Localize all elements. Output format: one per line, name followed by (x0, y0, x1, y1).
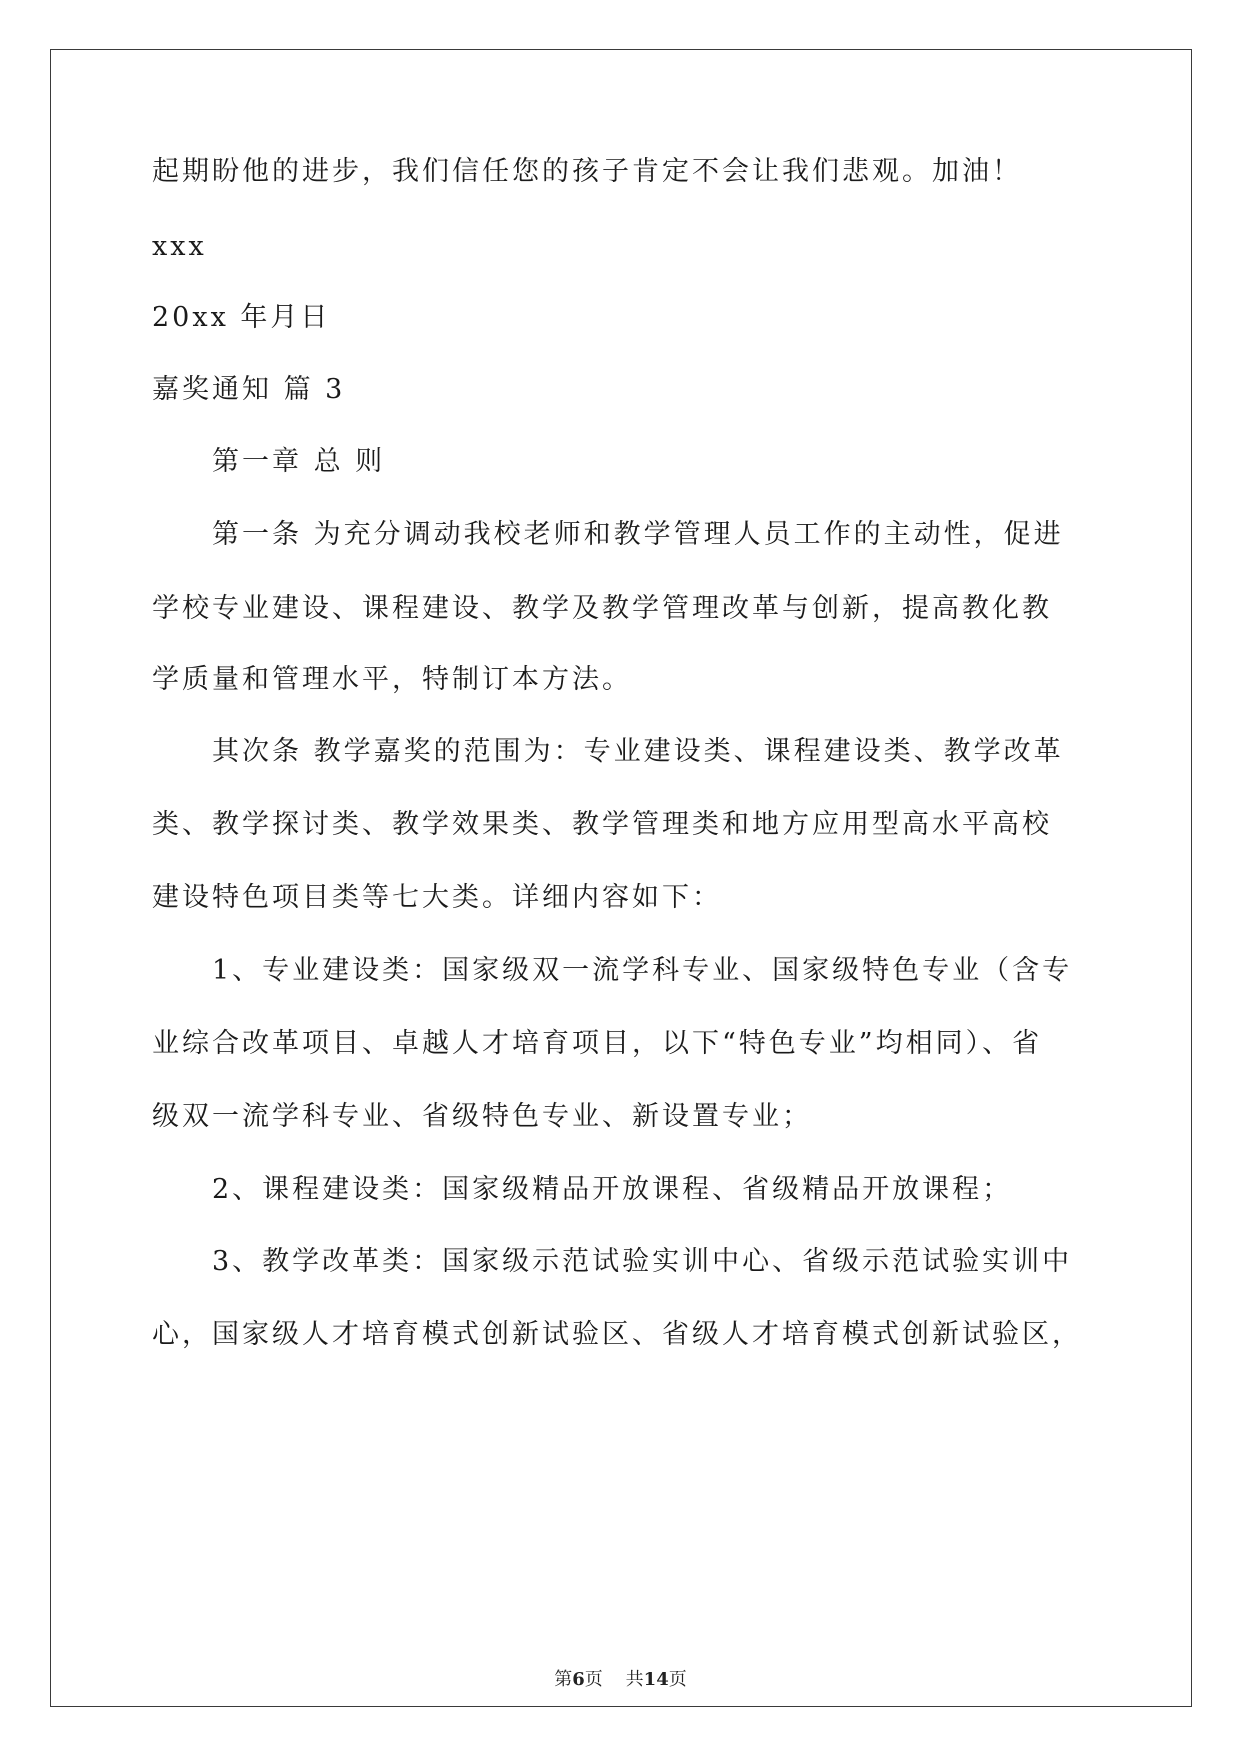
text-line-8: 学质量和管理水平，特制订本方法。 (152, 664, 632, 695)
text-line-16: 3、教学改革类：国家级示范试验实训中心、省级示范试验实训中 (212, 1246, 1073, 1277)
current-page-number: 6 (572, 1669, 585, 1690)
footer-middle: 页 共 (584, 1669, 644, 1690)
page-footer (0, 1668, 1241, 1692)
text-line-11: 建设特色项目类等七大类。详细内容如下： (152, 882, 722, 913)
section-heading: 嘉奖通知 篇 3 (152, 374, 346, 405)
text-line-1: 起期盼他的进步，我们信任您的孩子肯定不会让我们悲观。加油！ (152, 156, 1022, 187)
total-pages-number: 14 (643, 1669, 669, 1690)
text-line-17: 心，国家级人才培育模式创新试验区、省级人才培育模式创新试验区， (152, 1319, 1082, 1350)
text-line-13: 业综合改革项目、卓越人才培育项目，以下“特色专业”均相同）、省 (152, 1028, 1043, 1059)
footer-prefix: 第 (554, 1669, 573, 1690)
chapter-heading: 第一章 总 则 (212, 446, 386, 477)
text-line-10: 类、教学探讨类、教学效果类、教学管理类和地方应用型高水平高校 (152, 809, 1052, 840)
text-line-7: 学校专业建设、课程建设、教学及教学管理改革与创新，提高教化教 (152, 593, 1052, 624)
text-line-15: 2、课程建设类：国家级精品开放课程、省级精品开放课程； (212, 1174, 1013, 1205)
text-line-12: 1、专业建设类：国家级双一流学科专业、国家级特色专业（含专 (212, 955, 1073, 986)
footer-suffix: 页 (668, 1669, 687, 1690)
signature-name: xxx (152, 231, 207, 262)
signature-date: 20xx 年月日 (152, 302, 331, 333)
text-line-14: 级双一流学科专业、省级特色专业、新设置专业； (152, 1101, 812, 1132)
text-line-9: 其次条 教学嘉奖的范围为：专业建设类、课程建设类、教学改革 (212, 736, 1064, 767)
text-line-6: 第一条 为充分调动我校老师和教学管理人员工作的主动性，促进 (212, 519, 1064, 550)
